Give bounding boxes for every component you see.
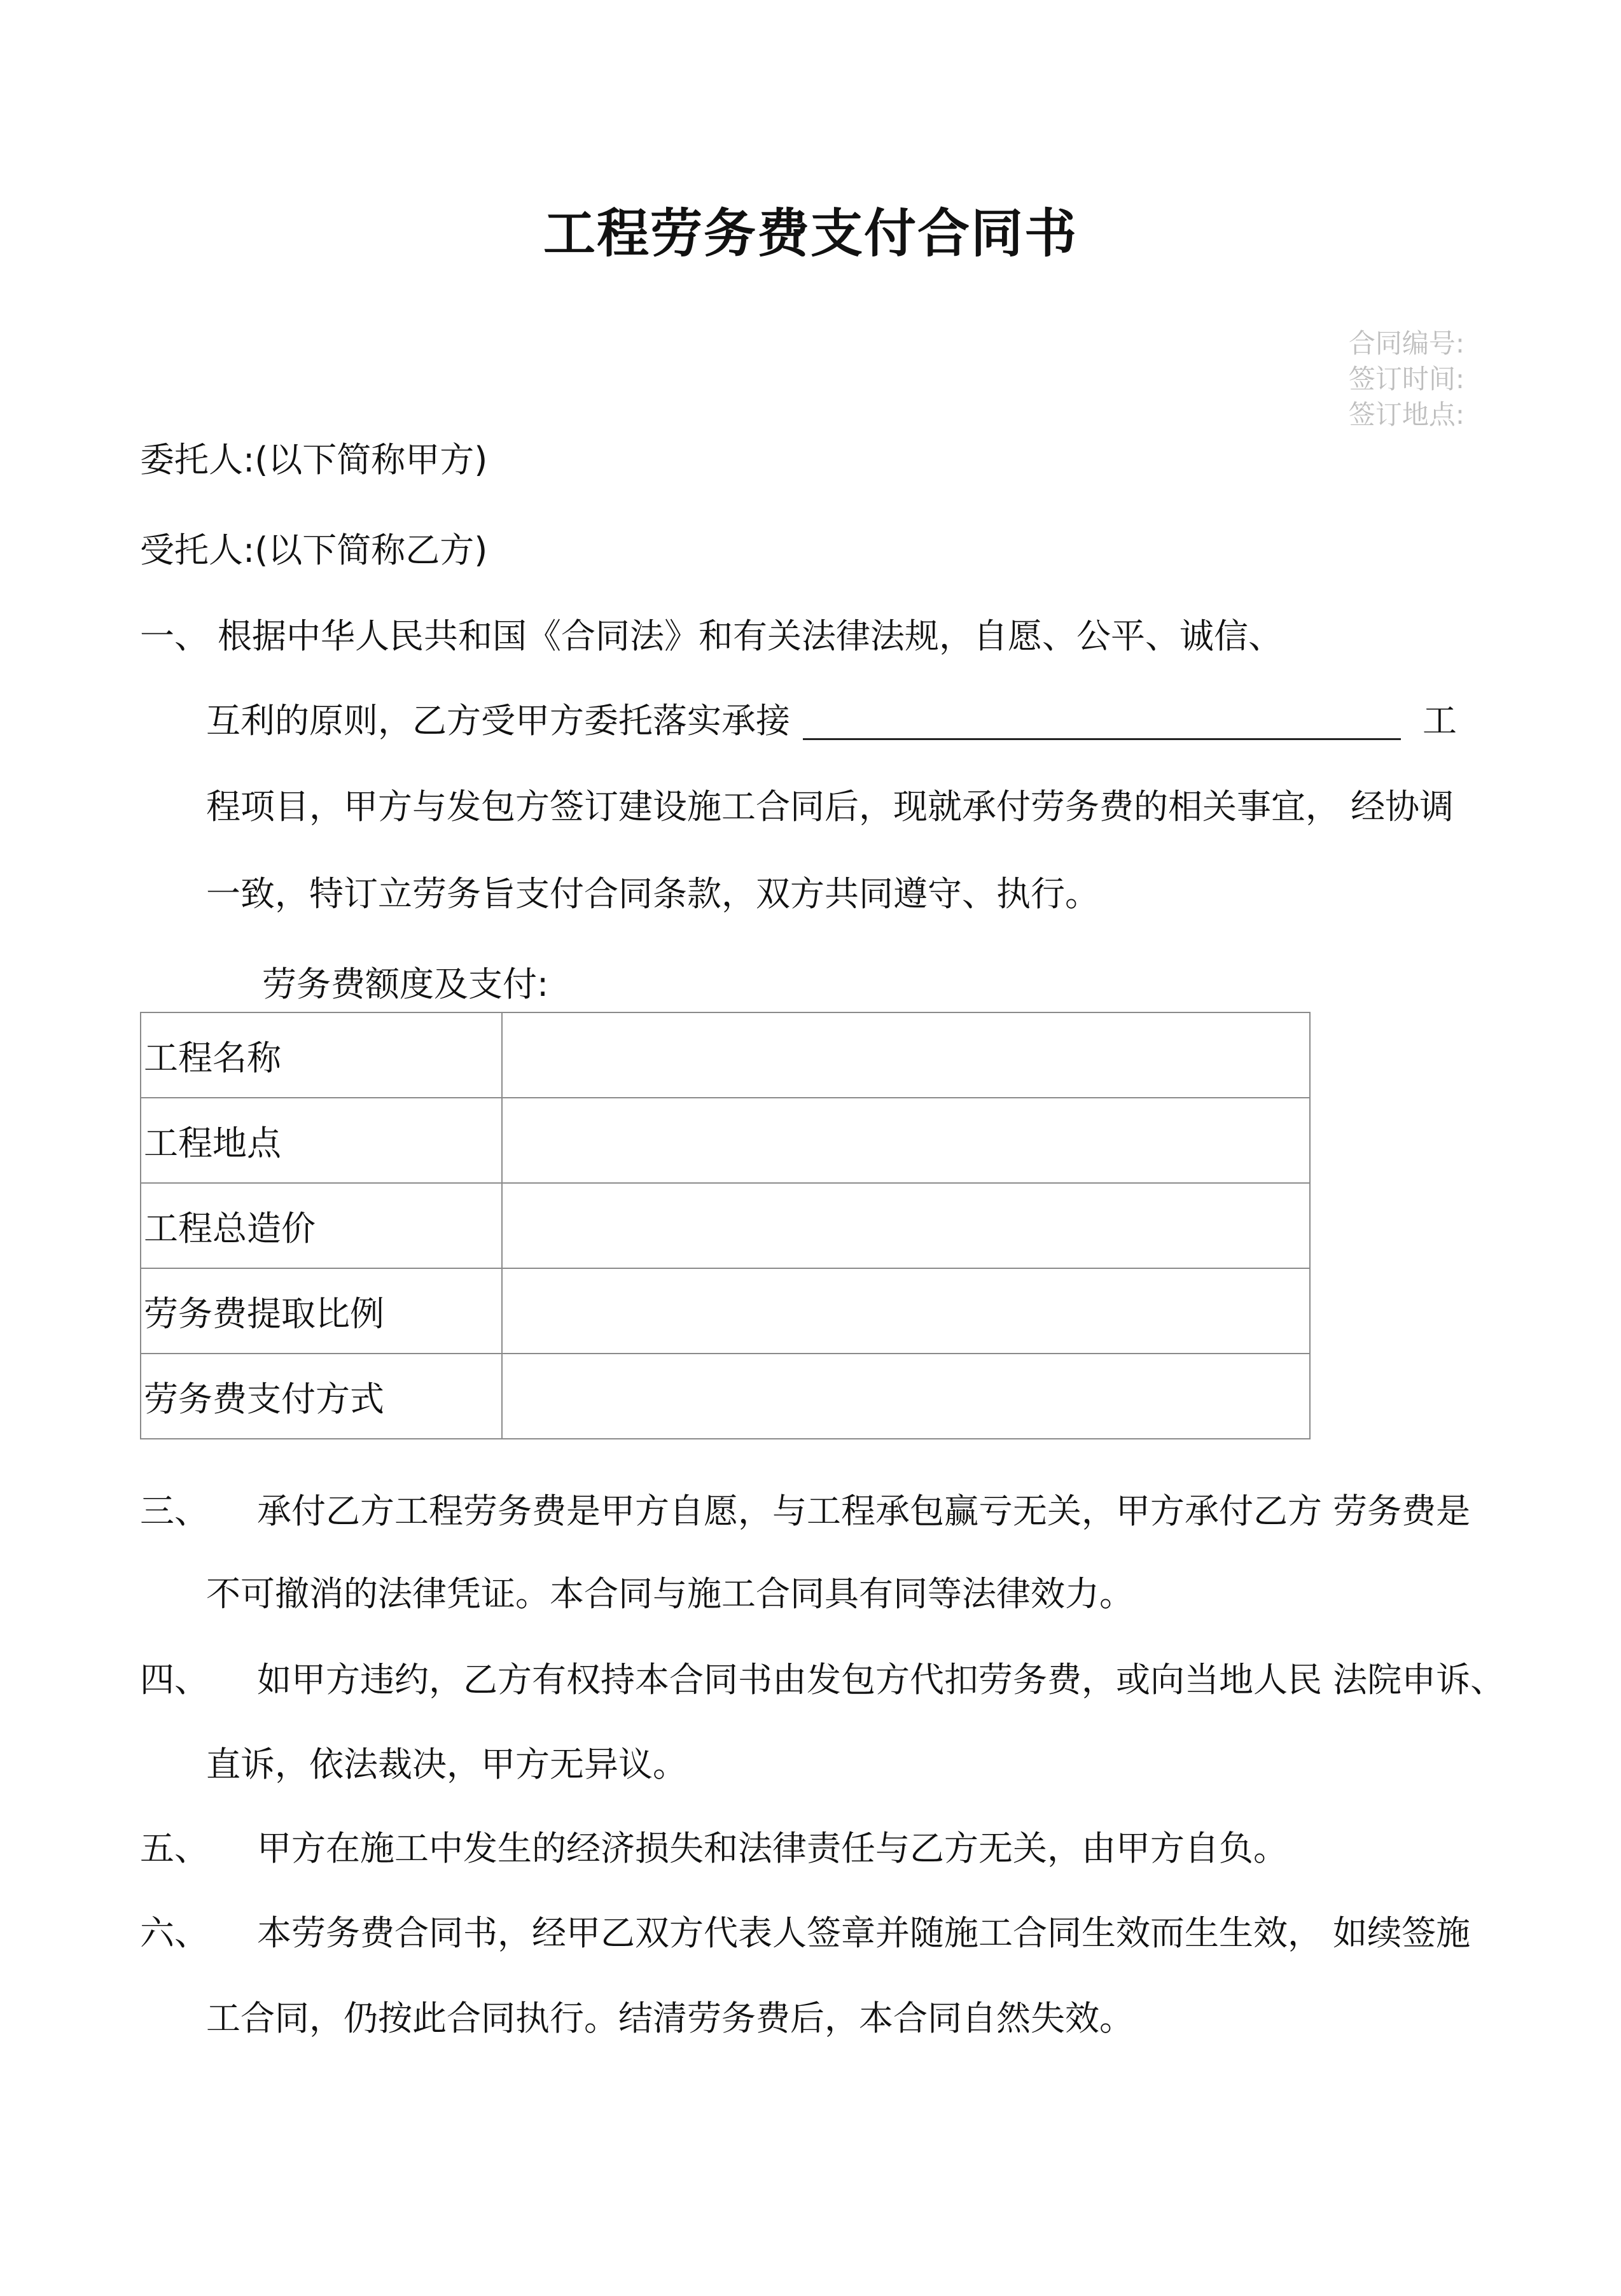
clause-3-number: 三、	[140, 1491, 209, 1531]
table-row	[141, 1268, 1310, 1354]
fee-row-value	[502, 1012, 1310, 1098]
project-name-blank	[803, 738, 1401, 740]
fee-row-label: 劳务费支付方式	[141, 1354, 502, 1439]
clause-1-line-1: 根据中华人民共和国《合同法》和有关法律法规，自愿、公平、诚信、	[218, 616, 1283, 656]
table-row	[141, 1012, 1310, 1098]
table-row	[141, 1354, 1310, 1439]
clause-4-number: 四、	[140, 1660, 209, 1700]
document-title: 工程劳务费支付合同书	[543, 204, 1078, 264]
clause-1-line-3: 程项目，甲方与发包方签订建设施工合同后，现就承付劳务费的相关事宜， 经协调	[206, 787, 1454, 827]
clause-3-line-1: 承付乙方工程劳务费是甲方自愿，与工程承包赢亏无关，甲方承付乙方 劳务费是	[257, 1491, 1471, 1531]
fee-row-value	[502, 1354, 1310, 1439]
clause-4-line-1: 如甲方违约，乙方有权持本合同书由发包方代扣劳务费，或向当地人民 法院申诉、	[257, 1660, 1505, 1700]
contract-meta	[1349, 326, 1464, 433]
fee-row-value	[502, 1268, 1310, 1354]
clause-5-line-1: 甲方在施工中发生的经济损失和法律责任与乙方无关，由甲方自负。	[257, 1828, 1288, 1868]
fee-row-label: 工程总造价	[141, 1183, 502, 1268]
fee-table	[140, 1012, 1311, 1439]
sign-time-label: 签订时间:	[1348, 363, 1464, 395]
table-row	[141, 1098, 1310, 1183]
clause-4-line-2: 直诉，依法裁决，甲方无异议。	[206, 1744, 687, 1784]
clause-1-number: 一、	[140, 616, 209, 656]
sign-place-label: 签订地点:	[1348, 399, 1464, 430]
clause-3-line-2: 不可撤消的法律凭证。本合同与施工合同具有同等法律效力。	[206, 1574, 1134, 1614]
fee-row-label: 工程地点	[141, 1098, 502, 1183]
clause-5-number: 五、	[140, 1828, 209, 1868]
trustee-party: 受托人:(以下简称乙方)	[140, 530, 488, 570]
contract-number-label: 合同编号:	[1348, 328, 1464, 359]
fee-row-value	[502, 1098, 1310, 1183]
clause-6-number: 六、	[140, 1913, 209, 1953]
fee-row-value	[502, 1183, 1310, 1268]
fee-section-heading: 劳务费额度及支付:	[262, 964, 549, 1004]
table-row	[141, 1183, 1310, 1268]
clause-1-line-2: 互利的原则，乙方受甲方委托落实承接	[206, 701, 790, 741]
fee-row-label: 劳务费提取比例	[141, 1268, 502, 1354]
clause-1-line-2-tail: 工	[1423, 701, 1457, 741]
clause-6-line-2: 工合同，仍按此合同执行。结清劳务费后，本合同自然失效。	[206, 1998, 1134, 2038]
client-party: 委托人:(以下简称甲方)	[140, 440, 488, 480]
clause-6-line-1: 本劳务费合同书，经甲乙双方代表人签章并随施工合同生效而生生效， 如续签施	[257, 1913, 1471, 1953]
fee-row-label: 工程名称	[141, 1012, 502, 1098]
clause-1-line-4: 一致，特订立劳务旨支付合同条款，双方共同遵守、执行。	[206, 874, 1099, 914]
